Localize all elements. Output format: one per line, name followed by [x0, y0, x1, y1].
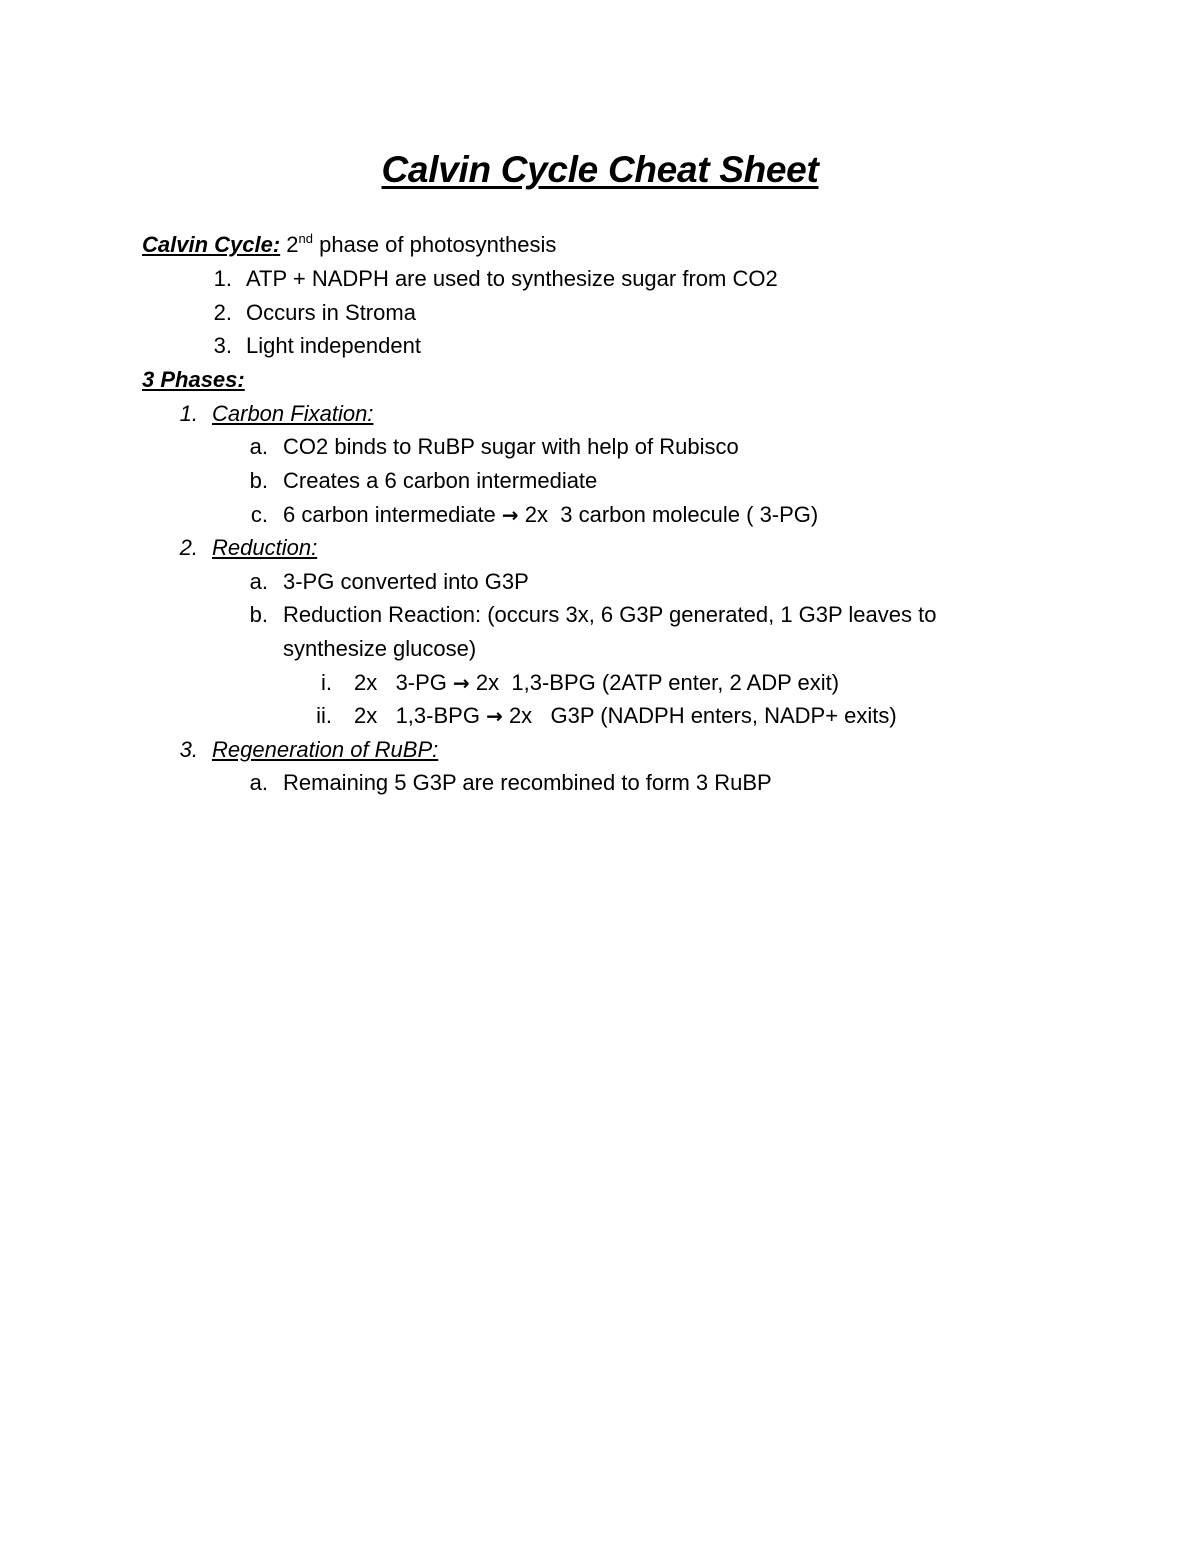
sub-list-item — [354, 668, 839, 698]
item-marker: a. — [249, 434, 268, 459]
list-item — [283, 500, 818, 530]
item-marker: c. — [250, 502, 268, 527]
right-arrow-icon: → — [453, 671, 470, 695]
subitem-text-before: 2x 1,3-BPG — [354, 703, 487, 728]
sub-list-item — [354, 701, 897, 731]
list-item: Remaining 5 G3P are recombined to form 3 RuBP — [283, 770, 772, 795]
definition-lead: 2 — [280, 232, 299, 257]
item-text-before: 6 carbon intermediate — [283, 502, 502, 527]
list-item: CO2 binds to RuBP sugar with help of Rubisco — [283, 434, 739, 459]
item-marker: b. — [249, 468, 268, 493]
document-title: Calvin Cycle Cheat Sheet — [381, 149, 819, 190]
item-text-after: 2x 3 carbon molecule ( 3-PG) — [518, 502, 819, 527]
right-arrow-icon: → — [486, 704, 503, 728]
list-item: Reduction Reaction: (occurs 3x, 6 G3P generated, 1 G3P leaves to — [283, 602, 937, 627]
list-item-continuation: synthesize glucose) — [283, 636, 477, 661]
definition-term: Calvin Cycle — [142, 232, 273, 257]
phase-title-carbon-fixation: Carbon Fixation: — [212, 401, 374, 426]
item-marker: a. — [249, 770, 268, 795]
phase-title-reduction: Reduction: — [212, 535, 318, 560]
fact-marker: 3. — [213, 333, 232, 358]
fact-marker: 2. — [213, 300, 232, 325]
subitem-text-after: 2x G3P (NADPH enters, NADP+ exits) — [502, 703, 897, 728]
subitem-marker: i. — [321, 670, 332, 695]
phase-marker: 3. — [179, 737, 198, 762]
list-item: Creates a 6 carbon intermediate — [283, 468, 598, 493]
right-arrow-icon: → — [501, 503, 519, 527]
definition-superscript: nd — [298, 231, 313, 246]
definition-colon: : — [272, 232, 281, 257]
fact-item: Light independent — [246, 333, 421, 358]
subitem-marker: ii. — [316, 703, 332, 728]
definition-rest: phase of photosynthesis — [313, 232, 557, 257]
fact-item: ATP + NADPH are used to synthesize sugar from CO2 — [246, 266, 778, 291]
phase-marker: 1. — [179, 401, 198, 426]
definition-line — [142, 230, 556, 260]
item-marker: a. — [249, 569, 268, 594]
subitem-text-before: 2x 3-PG — [354, 670, 454, 695]
subitem-text-after: 2x 1,3-BPG (2ATP enter, 2 ADP exit) — [469, 670, 840, 695]
fact-item: Occurs in Stroma — [246, 300, 416, 325]
fact-marker: 1. — [213, 266, 232, 291]
phases-heading: 3 Phases: — [142, 367, 245, 392]
phase-marker: 2. — [179, 535, 198, 560]
list-item: 3-PG converted into G3P — [283, 569, 529, 594]
phase-title-regeneration: Regeneration of RuBP: — [212, 737, 439, 762]
item-marker: b. — [249, 602, 268, 627]
